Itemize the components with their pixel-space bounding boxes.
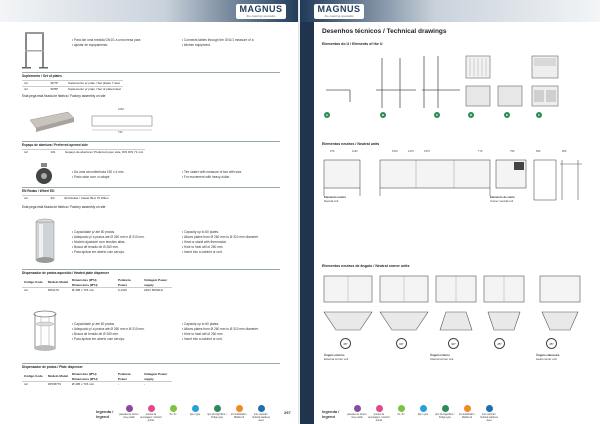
- caption-external-corner: [324, 354, 348, 361]
- bullet: • Adequado p/ a pratos até Ø 260 mm e Ø 310 mm.: [72, 327, 145, 332]
- section-title: Dispensador de pratos aquecido / Heated plate dispenser: [22, 271, 109, 275]
- label-f-icon: F: [536, 112, 542, 118]
- corner-units-elevation-drawing: [320, 272, 592, 308]
- section-title: Esta pega está fixada de fábrica / Factory assembly on site: [22, 94, 106, 98]
- table-row: [22, 288, 172, 293]
- section3-table: [22, 149, 145, 155]
- right-page: [300, 0, 600, 424]
- column-header: Potência Power: [118, 372, 131, 381]
- cell: Ø 495 x 715 mm: [70, 382, 116, 387]
- dispenser1-table: [22, 278, 172, 293]
- bullet: • Hole to heat will of 260 mm.: [182, 332, 259, 337]
- dimension-label: 970: [330, 150, 335, 153]
- legend-icon: [126, 405, 133, 412]
- caster-bullets-en: [182, 170, 242, 180]
- bullet: • Allows plates from Ø 260 mm to Ø 310 mm diameter.: [182, 327, 259, 332]
- dispenser2-bullets-pt: [72, 322, 145, 342]
- legend-item: [456, 405, 478, 419]
- angle-badge: 60°: [396, 338, 407, 349]
- section1-table: [22, 80, 123, 91]
- caption-head-corner: [536, 354, 559, 361]
- cell: -: [116, 382, 142, 387]
- caster-bullets-pt: [72, 170, 124, 180]
- bullet: • Da uma circunferência 150 x 4 mm.: [72, 170, 124, 175]
- divider: [22, 269, 280, 270]
- label-a-icon: A: [325, 113, 329, 117]
- legend-label: pontos de ancoragem / Anchor points: [368, 413, 390, 422]
- cell: Suplemento p/ prato / Set plates 7 dest: [60, 81, 123, 87]
- plate-rack-frame-image: [22, 30, 50, 70]
- page-title: Desenhos técnicos / Technical drawings: [322, 28, 447, 35]
- legend-icon: [442, 405, 449, 412]
- top-bullets-en: [182, 38, 253, 48]
- cell: DPFB770: [46, 382, 70, 387]
- bullet: • Allows plates from Ø 260 mm to Ø 310 mm diameter.: [182, 235, 259, 240]
- legend-label: inox vertical / Vertical stainless steel: [252, 413, 270, 422]
- legend-icon: [192, 405, 199, 412]
- legend-item: [206, 405, 228, 419]
- dark-sidebar: [300, 22, 314, 424]
- legend-item: [368, 405, 390, 422]
- legend-label: fix / fix: [397, 413, 405, 416]
- legend-icon: [420, 405, 427, 412]
- bullet: • Heat or stand with thermostat.: [182, 240, 259, 245]
- dispenser1-bullets-en: [182, 230, 259, 255]
- legend-item: [390, 405, 412, 416]
- bullet: • Capacidade p/ até 60 pratos.: [72, 322, 145, 327]
- column-header: Dimensões (Ø*H) Dimensions (Ø*H): [72, 278, 98, 287]
- caption-line: Internal corner unit: [430, 356, 454, 361]
- caption-line: Head corner unit: [536, 356, 557, 361]
- bullet: • Insert into a cabinet or unit.: [182, 250, 259, 255]
- dimension-label: 750: [510, 150, 515, 153]
- legend-icon: [376, 405, 383, 412]
- bullet: • Insert into a cabinet or unit.: [182, 337, 259, 342]
- bullet: • Para aplicar em aberto com serviço.: [72, 250, 145, 255]
- divider: [22, 72, 280, 73]
- legend-icon: [236, 405, 243, 412]
- legend-item: [346, 405, 368, 419]
- dimension-label: 1510: [392, 150, 398, 153]
- dispenser2-bullets-en: [182, 322, 259, 342]
- legend-icon: [148, 405, 155, 412]
- bullet: • For movement with heavy dollar.: [182, 175, 242, 180]
- cell: 3/3: [30, 196, 56, 201]
- legend-item: [162, 405, 184, 416]
- caption-line: Elemento neutro: [324, 195, 347, 199]
- column-header: Voltagem Power supply: [144, 372, 168, 381]
- cell: EN Rodas / Caster BLA 76 Wilon: [57, 196, 111, 201]
- dispenser2-table: [22, 372, 172, 387]
- section-title: Espaço de abertura / Preferred opened side: [22, 143, 88, 147]
- table-row: [22, 86, 123, 91]
- cell: -: [142, 382, 172, 387]
- angle-badge: 45°: [340, 338, 351, 349]
- bullet: • Busca de tensão de Ø 260 mm.: [72, 332, 145, 337]
- table-row: [22, 196, 110, 201]
- column-header: Código Code: [24, 280, 43, 285]
- cell: ref.: [24, 86, 29, 91]
- bullet: • Connects tables through the GN1/1 measure of a: [182, 38, 253, 43]
- legend-icon: [258, 405, 265, 412]
- dimension-label: 730: [118, 131, 123, 134]
- caster-wheel-image: [32, 162, 56, 186]
- cell: 0,14W: [116, 288, 142, 293]
- dimension-label: 650: [536, 150, 541, 153]
- section4-table: [22, 195, 110, 201]
- section-title: Elementos neutros de ângulo / Neutral corner units: [322, 264, 410, 268]
- tray-dimension-sketch: [88, 110, 158, 136]
- cell: 131: [30, 150, 57, 155]
- bullet: • Para dar uma medida GN1/1 a uma mesa para: [72, 38, 140, 43]
- cell: SP7P: [30, 81, 60, 87]
- legend-label: tipo de frigorífico / Fridge type: [435, 413, 455, 419]
- legend-icon: [214, 405, 221, 412]
- section-title: Suplemento / Set of plates: [22, 74, 62, 78]
- dimension-label: 1160: [352, 150, 358, 153]
- label-e-icon: E: [505, 113, 508, 117]
- cell: ref.: [24, 196, 29, 200]
- cell: Espaço de abertura / Preferred open side, DIN DIN 71 mm: [57, 150, 145, 155]
- legend-item: [478, 405, 500, 422]
- legend-title: legenda / legend: [96, 409, 114, 419]
- legend-item: [434, 405, 456, 419]
- divider: [22, 141, 280, 142]
- column-header: Dimensões (Ø*H) Dimensions (Ø*H): [72, 372, 98, 381]
- bullet: • kitchen equipment.: [182, 43, 253, 48]
- cell: ref.: [24, 150, 29, 154]
- u-elements-drawing: [320, 50, 590, 116]
- dimension-label: 770: [478, 150, 483, 153]
- legend-label: pontos de ancoragem / Anchor points: [140, 413, 162, 422]
- divider: [22, 363, 280, 364]
- legend-item: [184, 405, 206, 416]
- top-bullets-pt: [72, 38, 140, 48]
- bullet: • Busca de tensão de Ø 260 mm.: [72, 245, 145, 250]
- page-number: 302: [304, 410, 311, 415]
- caption-line: Ângulo interno: [430, 353, 450, 357]
- brand-logo: MAGNUS the catering specialist: [314, 4, 364, 19]
- label-c-icon: C: [435, 113, 439, 117]
- dimension-label: 900: [562, 150, 567, 153]
- legend-item: [228, 405, 250, 419]
- legend-label: tipo / type: [417, 413, 429, 416]
- section-title: EN Rodas / Wheel ED: [22, 189, 55, 193]
- cell: ref.: [22, 382, 46, 387]
- column-header: Código Code: [24, 374, 43, 379]
- divider: [22, 187, 280, 188]
- legend-icon: [464, 405, 471, 412]
- label-b-icon: B: [381, 113, 385, 117]
- legend-label: tipo / type: [189, 413, 201, 416]
- bullet: • Capacidade p/ até 60 pratos.: [72, 230, 145, 235]
- page-number: 297: [284, 410, 291, 415]
- dimension-label: 1050: [118, 108, 124, 111]
- legend-icon: [170, 405, 177, 412]
- bullet: • Capacity up to 60 plates.: [182, 322, 259, 327]
- caption-internal-corner: [430, 354, 453, 361]
- legend-label: tipo de frigorífico / Fridge type: [207, 413, 227, 419]
- legend-icon: [398, 405, 405, 412]
- label-d-icon: D: [469, 113, 473, 117]
- bullet: • Para rodar com o rodapé.: [72, 175, 124, 180]
- table-header-row: [22, 278, 172, 288]
- caption-line: Neutral unit: [324, 198, 339, 203]
- bullet: • Modelo ajustável com tensões altas.: [72, 240, 145, 245]
- cell: ref.: [22, 288, 46, 293]
- angle-badge: 45°: [494, 338, 505, 349]
- cell: Ø 495 x 715 mm: [70, 288, 116, 293]
- legend-label: paredes de cinza / Grey walls: [119, 413, 139, 419]
- table-row: [22, 382, 172, 387]
- legend-label: inox vertical / Vertical stainless steel: [480, 413, 498, 422]
- column-header: Voltagem Power supply: [144, 278, 168, 287]
- column-header: Modelo Model: [48, 280, 68, 285]
- cell: 220V 50/60Hz: [142, 288, 172, 293]
- legend-label: kit mobilizado / Mobile kit: [459, 413, 475, 419]
- bullet: • Tire caster with measure of two with size.: [182, 170, 242, 175]
- caption-line: Corner neutral unit: [490, 198, 514, 203]
- legend: [300, 402, 600, 422]
- dispenser1-bullets-pt: [72, 230, 145, 255]
- legend-title: legenda / legend: [322, 409, 340, 419]
- neutral-units-drawing: [320, 156, 592, 210]
- corner-units-plan-drawing: [320, 310, 592, 334]
- heated-plate-dispenser-image: [34, 218, 56, 264]
- section-subtitle: Esta pega está fixada de fábrica / Factory assembly on site: [22, 205, 106, 209]
- angle-badge: 90°: [448, 338, 459, 349]
- legend-icon: [486, 405, 493, 412]
- angle-badge: 45°: [546, 338, 557, 349]
- bullet: • Para aplicar em aberto com serviço.: [72, 337, 145, 342]
- legend-label: paredes de cinza / Grey walls: [347, 413, 367, 419]
- dimension-label: 1570: [424, 150, 430, 153]
- table-row: [22, 150, 145, 155]
- section-title: Elementos do U / Elements of the U: [322, 42, 383, 46]
- cell: SP8P: [30, 86, 60, 91]
- column-header: Modelo Model: [48, 374, 68, 379]
- plate-dispenser-image: [32, 310, 58, 354]
- bullet: • Capacity up to 60 plates.: [182, 230, 259, 235]
- legend-item: [140, 405, 162, 422]
- caption-neutral-unit: [324, 196, 346, 203]
- column-header: Potência Power: [118, 278, 131, 287]
- table-header-row: [22, 372, 172, 382]
- brand-logo: MAGNUS the catering specialist: [236, 4, 286, 19]
- caption-line: Ângulo cabeceira: [536, 353, 560, 357]
- legend-label: kit mobilizado / Mobile kit: [231, 413, 247, 419]
- section-title: Elementos neutros / Neutral units: [322, 142, 380, 146]
- legend-label: fix / fix: [169, 413, 177, 416]
- cell: ref.: [24, 81, 29, 85]
- bullet: • ajustar de equipamento.: [72, 43, 140, 48]
- bullet: • Adequado p/ a pratos até Ø 260 mm e Ø 310 mm.: [72, 235, 145, 240]
- cell: Suplemento p/ prato / Set of plated dest: [60, 86, 123, 91]
- legend: [0, 402, 300, 422]
- cell: DPA170: [46, 288, 70, 293]
- legend-item: [250, 405, 272, 422]
- legend-item: [412, 405, 434, 416]
- caption-corner-unit: [490, 196, 515, 203]
- caption-line: Ângulo externo: [324, 353, 345, 357]
- bullet: • Hole to heat will of 260 mm.: [182, 245, 259, 250]
- section-title: Dispensador de pratos / Plate dispenser: [22, 365, 83, 369]
- legend-item: [118, 405, 140, 419]
- dimension-label: 1470: [408, 150, 414, 153]
- caption-line: Elemento de canto: [490, 195, 515, 199]
- legend-icon: [354, 405, 361, 412]
- caption-line: External corner unit: [324, 356, 349, 361]
- tray-image: [28, 108, 76, 134]
